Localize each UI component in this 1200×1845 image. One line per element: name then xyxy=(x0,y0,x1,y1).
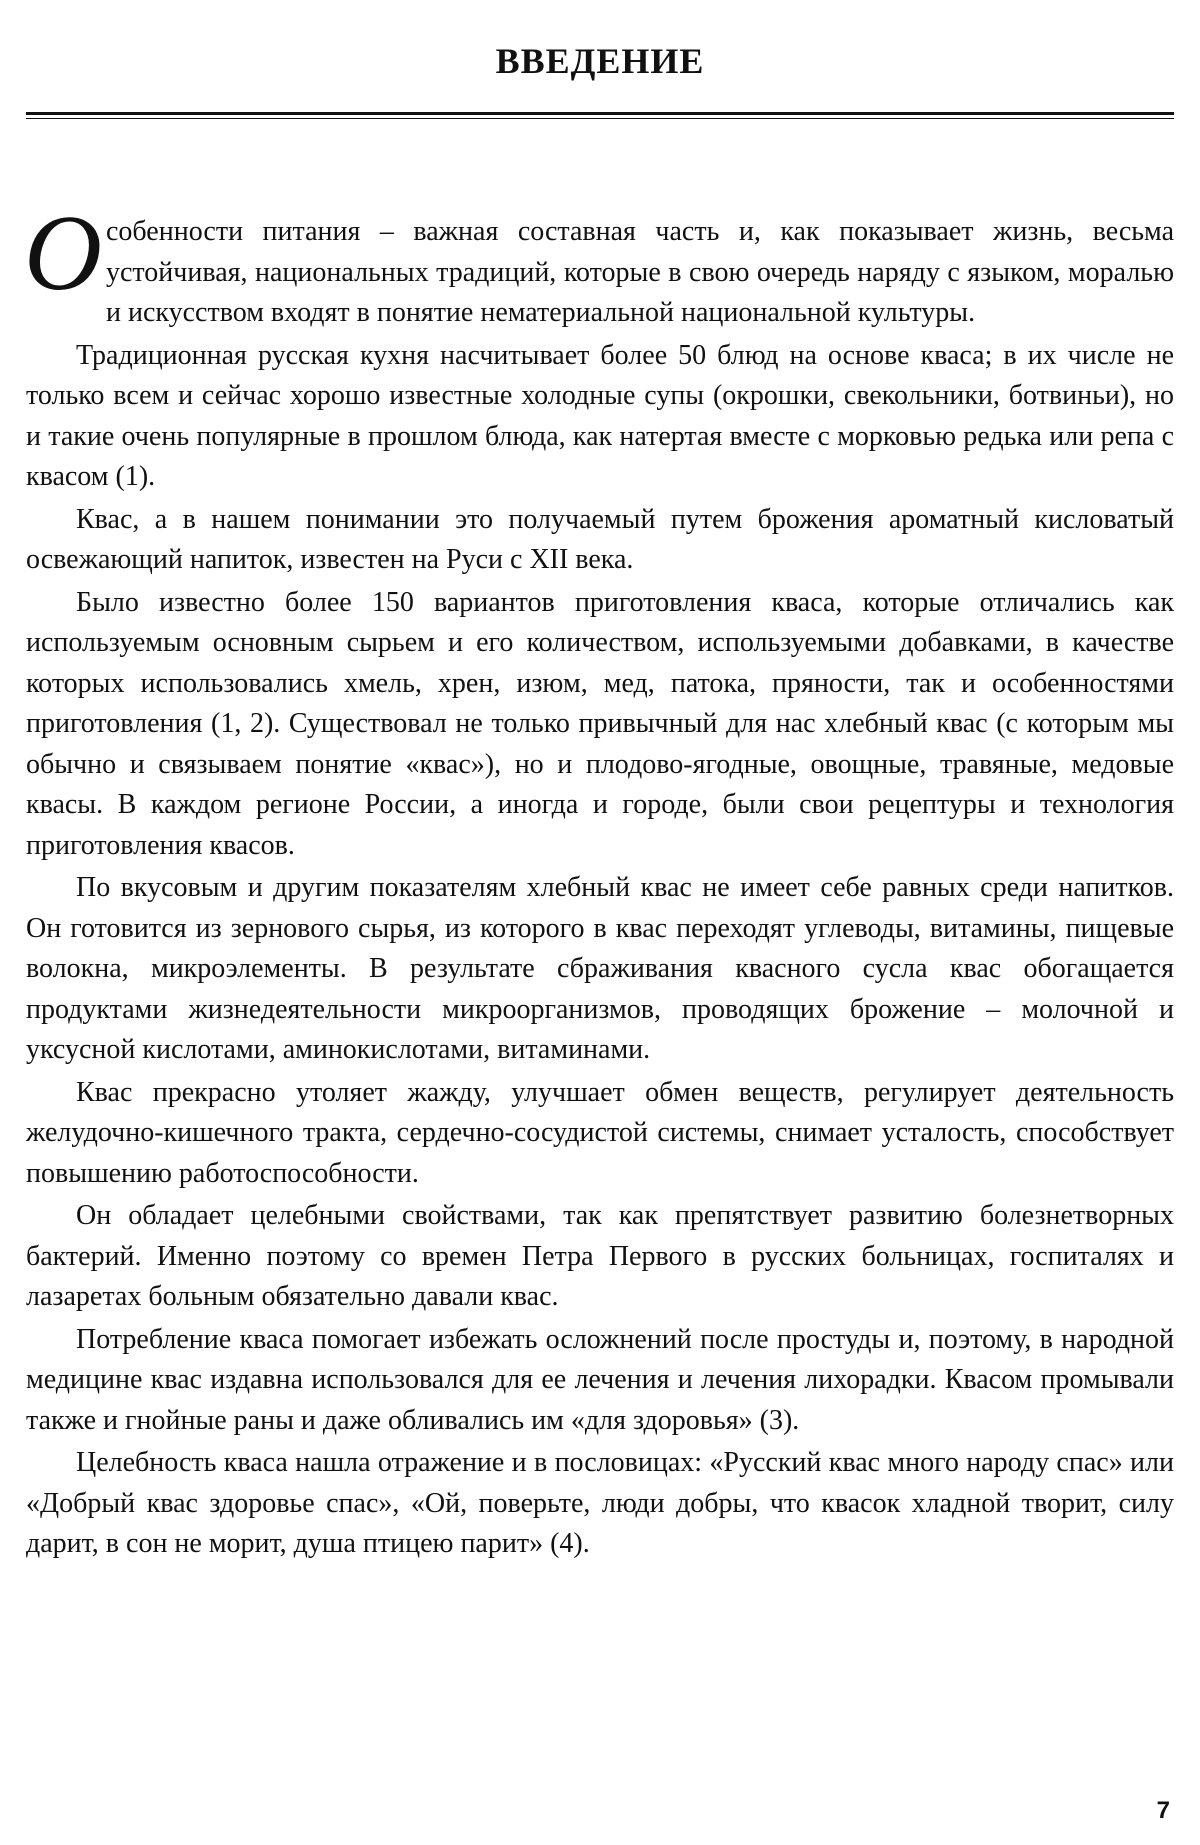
paragraph-1-text: собенности питания – важная составная часть и, как показывает жизнь, весьма устойчивая, национальных традиций, которые в свою очередь наряду с языком, моралью и искусством входят в понятие нематериальной национальной культуры. xyxy=(106,216,1174,328)
drop-cap: О xyxy=(24,194,102,313)
paragraph-6: Квас прекрасно утоляет жажду, улучшает обмен веществ, регулирует деятельность желудочно-кишечного тракта, сердечно-сосудистой системы, снимает усталость, способствует повышению работоспособности. xyxy=(26,1076,1174,1189)
paragraph-4: Было известно более 150 вариантов приготовления кваса, которые отличались как используемым основным сырьем и его количеством, используемыми добавками, в качестве которых использовались хмель, хрен, изюм, мед, патока, пряности, так и особенностями приготовления (1, 2). Существовал не только привычный для нас хлебный квас (с которым мы обычно и связываем понятие «квас»), но и плодово-ягодные, овощные, травяные, медовые квасы. В каждом регионе России, а иногда и городе, были свои рецептуры и технология приготовления квасов. xyxy=(26,586,1174,861)
paragraph-2: Традиционная русская кухня насчитывает более 50 блюд на основе кваса; в их числе не только всем и сейчас хорошо известные холодные супы (окрошки, свекольники, ботвиньи), но и такие очень популярные в прошлом блюда, как натертая вместе с морковью редька или репа с квасом (1). xyxy=(26,339,1174,492)
heading-rule-thin xyxy=(26,118,1174,119)
heading-rule-thick xyxy=(26,112,1174,115)
body-text xyxy=(24,194,1174,1567)
paragraph-9: Целебность кваса нашла отражение и в пословицах: «Русский квас много народу спас» или «Добрый квас здоровье спас», «Ой, поверьте, люди добры, что квасок хладной творит, силу дарит, в сон не морит, душа птицею парит» (4). xyxy=(26,1447,1174,1559)
paragraph-8: Потребление кваса помогает избежать осложнений после простуды и, поэтому, в народной медицине квас издавна использовался для ее лечения и лечения лихорадки. Квасом промывали также и гнойные раны и даже обливались им «для здоровья» (3). xyxy=(26,1323,1174,1436)
paragraph-3: Квас, а в нашем понимании это получаемый путем брожения ароматный кисловатый освежающий напиток, известен на Руси с XII века. xyxy=(26,503,1174,575)
page-number: 7 xyxy=(1156,1797,1170,1824)
chapter-heading: ВВЕДЕНИЕ xyxy=(495,41,705,81)
paragraph-7: Он обладает целебными свойствами, так как препятствует развитию болезнетворных бактерий. Именно поэтому со времен Петра Первого в русских больницах, госпиталях и лазаретах больным обязательно давали квас. xyxy=(26,1200,1174,1312)
paragraph-5: По вкусовым и другим показателям хлебный квас не имеет себе равных среди напитков. Он готовится из зернового сырья, из которого в квас переходят углеводы, витамины, пищевые волокна, микроэлементы. В результате сбраживания квасного сусла квас обогащается продуктами жизнедеятельности микроорганизмов, проводящих брожение – молочной и уксусной кислотами, аминокислотами, витаминами. xyxy=(26,872,1174,1065)
paragraph-1 xyxy=(24,194,1174,334)
